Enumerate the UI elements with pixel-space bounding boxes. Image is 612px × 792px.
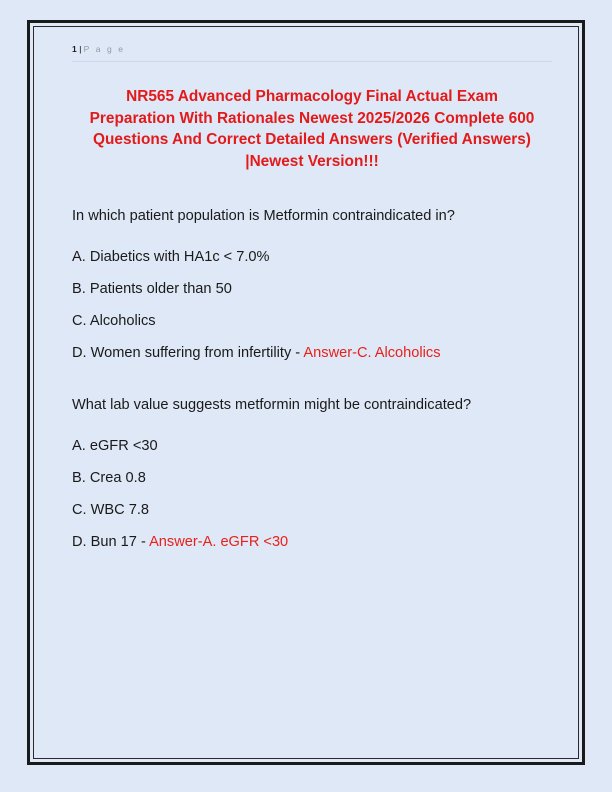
option-item: [72, 500, 552, 520]
answer-text: Answer-A. eGFR <30: [149, 534, 289, 550]
running-header: [72, 39, 552, 62]
option-item: [72, 279, 552, 299]
answer-text: Answer-C. Alcoholics: [303, 345, 441, 361]
option-list: [72, 436, 552, 552]
option-text: C. WBC 7.8: [72, 502, 150, 518]
document-body: [72, 206, 552, 552]
option-text: B. Crea 0.8: [72, 470, 146, 486]
option-item: [72, 436, 552, 456]
option-text: B. Patients older than 50: [72, 281, 232, 297]
question-prompt: In which patient population is Metformin contraindicated in?: [72, 208, 455, 224]
page-frame-outer: [27, 20, 585, 765]
page-frame-inner: [33, 26, 579, 759]
option-text: A. eGFR <30: [72, 438, 158, 454]
question-block: [72, 206, 552, 363]
question-prompt: What lab value suggests metformin might be contraindicated?: [72, 397, 472, 413]
option-text: D. Bun 17 -: [72, 534, 150, 550]
option-item: [72, 532, 552, 552]
option-text: A. Diabetics with HA1c < 7.0%: [72, 249, 270, 265]
page-number: 1: [72, 44, 78, 54]
option-item: [72, 247, 552, 267]
header-separator: |: [79, 44, 82, 54]
option-item: [72, 311, 552, 331]
option-item: [72, 343, 552, 363]
option-text: D. Women suffering from infertility -: [72, 345, 304, 361]
page-content: [34, 27, 578, 758]
option-item: [72, 468, 552, 488]
option-list: [72, 247, 552, 363]
option-text: C. Alcoholics: [72, 313, 156, 329]
document-title: NR565 Advanced Pharmacology Final Actual Exam Preparation With Rationales Newest 2025/2026 Complete 600 Questions And Correct Detailed Answers (Verified Answers) |Newest Version!!!: [89, 88, 535, 170]
header-page-label: P a g e: [83, 44, 126, 54]
question-block: [72, 395, 552, 552]
